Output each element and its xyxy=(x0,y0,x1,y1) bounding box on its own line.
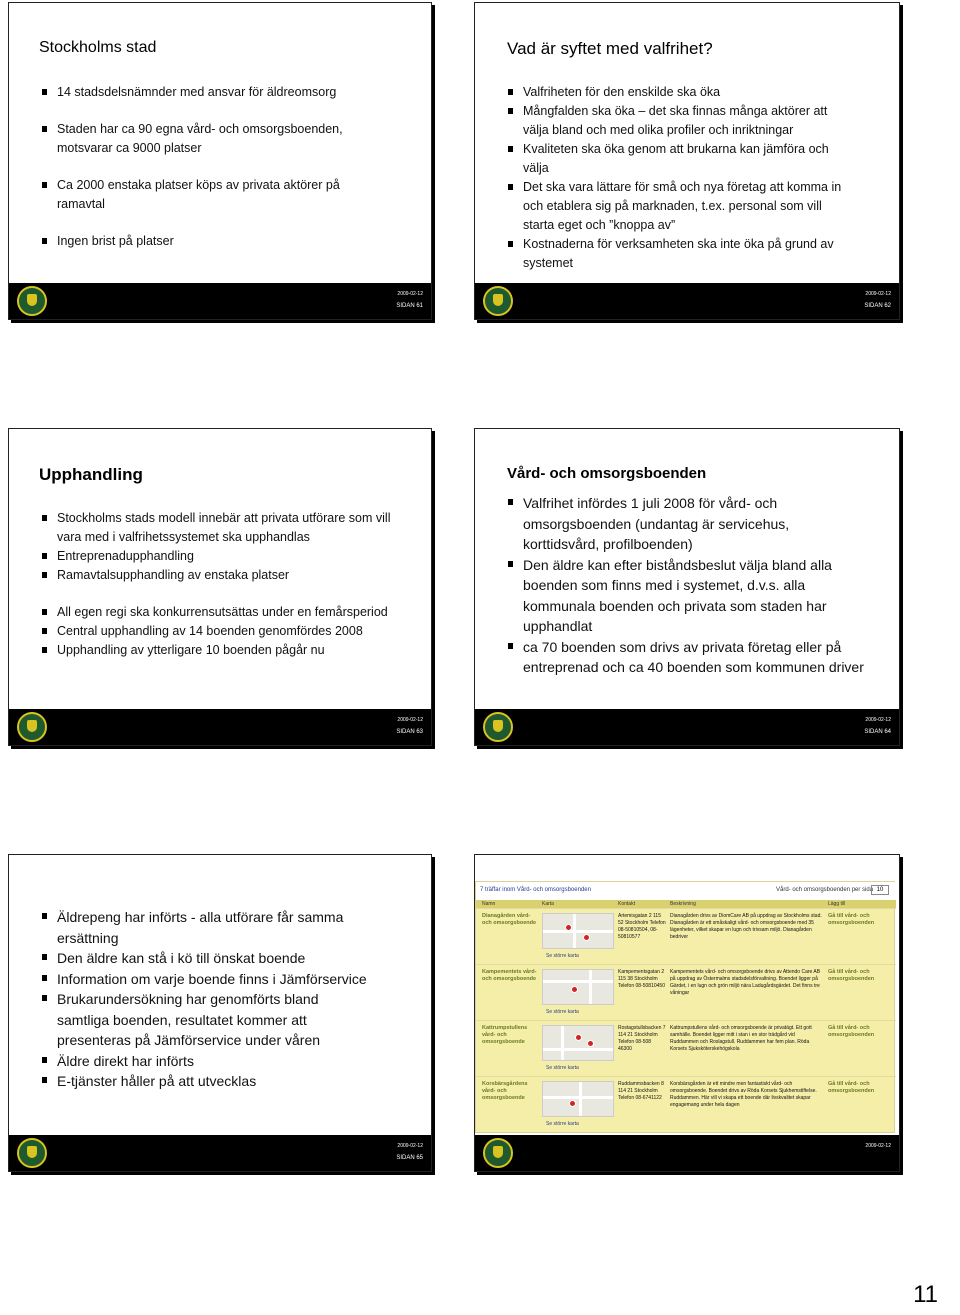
slide-61 xyxy=(8,2,432,320)
web-result-bar xyxy=(476,882,896,900)
list-item: Det ska vara lättare för små och nya företag att komma in och etablera sig på marknaden, t.ex. personal som vill starta eget och ”knoppa av” xyxy=(505,178,855,235)
table-row xyxy=(476,1020,896,1074)
list-item: Entreprenadupphandling xyxy=(39,547,399,566)
footer-date: 2009-02-12 xyxy=(865,291,891,297)
table-row xyxy=(476,908,896,962)
add-link[interactable]: Gå till vård- och omsorgsboenden xyxy=(828,913,875,926)
stockholm-crest-icon xyxy=(17,712,47,742)
bullet-list xyxy=(505,83,855,273)
list-spacer xyxy=(39,214,369,232)
footer-date: 2009-02-12 xyxy=(397,717,423,723)
footer-date: 2009-02-12 xyxy=(865,717,891,723)
per-page-select[interactable]: 10 xyxy=(871,885,889,895)
slide-footer xyxy=(9,283,431,319)
stockholm-crest-icon xyxy=(17,286,47,316)
list-item: Kostnaderna för verksamheten ska inte öka på grund av systemet xyxy=(505,235,855,273)
header-add: Lägg till xyxy=(828,901,846,907)
slide-footer xyxy=(475,1135,899,1171)
list-item: Central upphandling av 14 boenden genomfördes 2008 xyxy=(39,622,399,641)
list-item: Den äldre kan efter biståndsbeslut välja bland alla boenden som finns med i systemet, d.v.s. alla kommunala boenden och privata som staden har upphandlat xyxy=(505,555,865,637)
row-description: Korsbärsgården är ett mindre men fantastiskt vård- och omsorgsboende. Boendet drivs av Röda Korsets Sjukhemstiftelse. Ruddammen. Här vill vi skapa ett boende där livskvalitet skapar engagemang under hela dagen xyxy=(670,1081,817,1108)
slide-footer xyxy=(475,709,899,745)
header-description: Beskrivning xyxy=(670,901,696,907)
larger-map-link[interactable]: Se större karta xyxy=(546,1065,579,1071)
list-spacer xyxy=(39,102,369,120)
stockholm-crest-icon xyxy=(483,286,513,316)
bullet-list xyxy=(39,907,369,1092)
slide-title: Upphandling xyxy=(39,465,143,484)
list-item: All egen regi ska konkurrensutsättas under en femårsperiod xyxy=(39,603,399,622)
per-page-label: Vård- och omsorgsboenden per sida xyxy=(776,887,874,893)
footer-date: 2009-02-12 xyxy=(397,291,423,297)
stockholm-crest-icon xyxy=(483,1138,513,1168)
map-pin-icon xyxy=(571,986,578,993)
list-item: Valfriheten för den enskilde ska öka xyxy=(505,83,855,102)
row-description: Dianagården drivs av DiomCare AB på uppdrag av Stockholms stad. Dianagården är ett småskaligt vård- och omsorgsboende med 35 lägenheter, vilket skapar en lugn och trivsam miljö. Dianagården bedriver xyxy=(670,913,822,940)
slide-63 xyxy=(8,428,432,746)
web-table-header xyxy=(476,900,896,908)
header-name: Namn xyxy=(482,901,496,907)
map-pin-icon xyxy=(575,1034,582,1041)
row-map[interactable] xyxy=(542,1081,614,1117)
row-contact: Rostagstullsbacken 7 114 21 Stockholm Telefon 08-508 46300 xyxy=(618,1025,666,1052)
row-map[interactable] xyxy=(542,969,614,1005)
list-spacer xyxy=(39,585,399,603)
row-description: Kattrumpstullens vård- och omsorgsboende är privatägt. Ett gott samhälle. Boendet ligger mitt i stan i en stor trädgård vid Ruddammen och Roslagstull. Ruddammen har fem plan. Röda Korsets Sjuksköterskehögskola xyxy=(670,1025,812,1052)
footer-date: 2009-02-12 xyxy=(865,1143,891,1149)
bullet-list xyxy=(505,493,865,678)
list-item: Staden har ca 90 egna vård- och omsorgsboenden, motsvarar ca 9000 platser xyxy=(39,120,369,158)
slide-footer xyxy=(9,709,431,745)
list-item: Brukarundersökning har genomförts bland samtliga boenden, resultatet kommer att presenteras på Jämförservice under våren xyxy=(39,989,369,1051)
bullet-list xyxy=(39,83,369,251)
slide-title: Vård- och omsorgsboenden xyxy=(507,465,707,482)
footer-date: 2009-02-12 xyxy=(397,1143,423,1149)
table-row xyxy=(476,964,896,1018)
list-item: Valfrihet infördes 1 juli 2008 för vård- och omsorgsboenden (undantag är servicehus, korttidsvård, profilboenden) xyxy=(505,493,865,555)
list-item: Upphandling av ytterligare 10 boenden pågår nu xyxy=(39,641,399,660)
footer-page: SIDAN 62 xyxy=(864,303,891,309)
list-item: Ca 2000 enstaka platser köps av privata aktörer på ramavtal xyxy=(39,176,369,214)
list-item: Kvaliteten ska öka genom att brukarna kan jämföra och välja xyxy=(505,140,855,178)
slide-title: Vad är syftet med valfrihet? xyxy=(507,39,713,58)
slide-footer xyxy=(475,283,899,319)
footer-page: SIDAN 61 xyxy=(396,303,423,309)
footer-page: SIDAN 63 xyxy=(396,729,423,735)
slide-65 xyxy=(8,854,432,1172)
slide-66 xyxy=(474,854,900,1172)
larger-map-link[interactable]: Se större karta xyxy=(546,1009,579,1015)
result-count: 7 träffar inom Vård- och omsorgsboenden xyxy=(480,887,591,893)
header-map: Karta xyxy=(542,901,554,907)
larger-map-link[interactable]: Se större karta xyxy=(546,953,579,959)
list-item: 14 stadsdelsnämnder med ansvar för äldreomsorg xyxy=(39,83,369,102)
list-item: ca 70 boenden som drivs av privata företag eller på entreprenad och ca 40 boenden som kommunen driver xyxy=(505,637,865,678)
footer-page: SIDAN 64 xyxy=(864,729,891,735)
row-contact: Ruddammsbacken 8 114 21 Stockholm Telefon 08-6741122 xyxy=(618,1081,664,1101)
bullet-list xyxy=(39,509,399,660)
stockholm-crest-icon xyxy=(17,1138,47,1168)
row-description: Kampementets vård- och omsorgsboende drivs av Attendo Care AB på uppdrag av Östermalms stadsdelsförvaltning. Boendet ligger på Gärdet, i en lugn och grön miljö nära Ladugårdsgärdet. Det finns tre våningar xyxy=(670,969,821,996)
row-contact: Kampementsgatan 2 115 38 Stockholm Telefon 08-50810450 xyxy=(618,969,665,989)
row-map[interactable] xyxy=(542,913,614,949)
stockholm-crest-icon xyxy=(483,712,513,742)
header-contact: Kontakt xyxy=(618,901,635,907)
list-item: Äldre direkt har införts xyxy=(39,1051,369,1072)
add-link[interactable]: Gå till vård- och omsorgsboenden xyxy=(828,969,875,982)
list-item: Mångfalden ska öka – det ska finnas många aktörer att välja bland och med olika profiler och inriktningar xyxy=(505,102,855,140)
slide-footer xyxy=(9,1135,431,1171)
list-item: Information om varje boende finns i Jämförservice xyxy=(39,969,369,990)
list-item: E-tjänster håller på att utvecklas xyxy=(39,1071,369,1092)
row-map[interactable] xyxy=(542,1025,614,1061)
map-pin-icon xyxy=(587,1040,594,1047)
map-pin-icon xyxy=(583,934,590,941)
list-item: Stockholms stads modell innebär att privata utförare som vill vara med i valfrihetssystemet ska upphandlas xyxy=(39,509,399,547)
list-item: Ramavtalsupphandling av enstaka platser xyxy=(39,566,399,585)
map-pin-icon xyxy=(569,1100,576,1107)
row-contact: Artemisgatan 2 115 52 Stockholm Telefon 08-50810504, 08-50810577 xyxy=(618,913,666,940)
list-item: Den äldre kan stå i kö till önskat boende xyxy=(39,948,369,969)
larger-map-link[interactable]: Se större karta xyxy=(546,1121,579,1127)
document-page-number: 11 xyxy=(913,1281,938,1308)
list-item: Äldrepeng har införts - alla utförare får samma ersättning xyxy=(39,907,369,948)
slide-64 xyxy=(474,428,900,746)
row-name-link[interactable]: Kattrumpstullens vård- och omsorgsboende xyxy=(482,1025,528,1045)
row-name-link[interactable]: Kampementets vård- och omsorgsboende xyxy=(482,969,537,982)
slide-title: Stockholms stad xyxy=(39,39,157,56)
add-link[interactable]: Gå till vård- och omsorgsboenden xyxy=(828,1081,875,1094)
row-name-link[interactable]: Korsbärsgårdens vård- och omsorgsboende xyxy=(482,1081,528,1101)
list-spacer xyxy=(39,158,369,176)
table-row xyxy=(476,1076,896,1130)
footer-page: SIDAN 65 xyxy=(396,1155,423,1161)
map-pin-icon xyxy=(565,924,572,931)
row-name-link[interactable]: Dianagården vård- och omsorgsboende xyxy=(482,913,537,926)
slide-62 xyxy=(474,2,900,320)
list-item: Ingen brist på platser xyxy=(39,232,369,251)
add-link[interactable]: Gå till vård- och omsorgsboenden xyxy=(828,1025,875,1038)
web-screenshot xyxy=(475,881,895,1133)
